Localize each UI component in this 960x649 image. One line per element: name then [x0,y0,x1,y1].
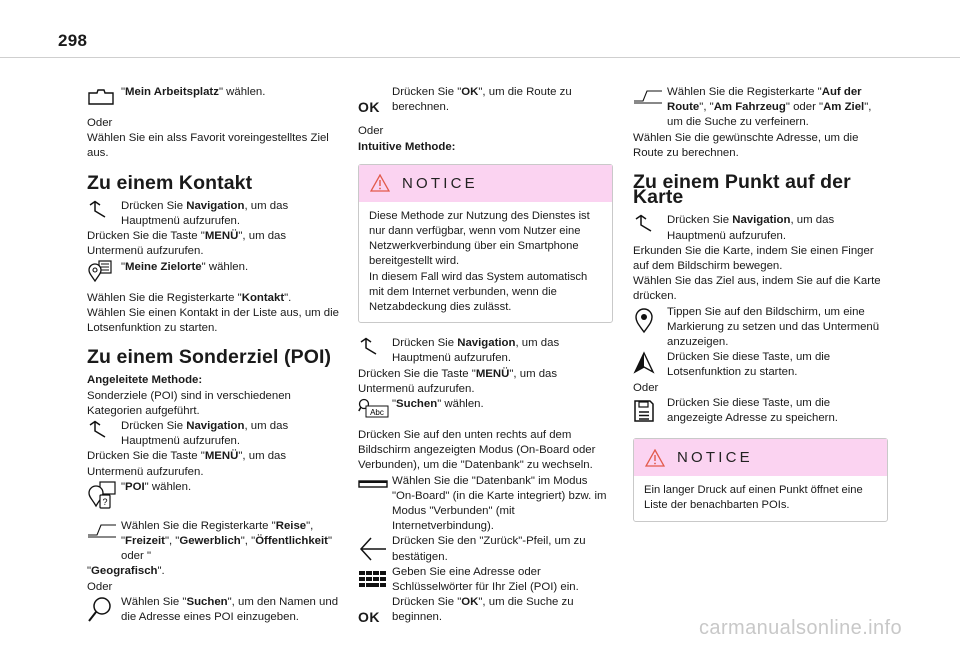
navigation-icon [87,419,121,441]
p5-b3: Gewerblich [179,535,241,548]
notice-title: NOTICE [402,174,478,192]
n1-bold: Navigation [457,337,516,350]
p5-m2: ", " [164,535,180,548]
n2-post: ", um das Untermenü aufzurufen. [358,367,558,395]
instruction-search [87,595,342,625]
ok1-bold: OK [461,86,479,98]
m1-post: , um das Hauptmenü aufzurufen. [667,214,835,242]
navigation-icon [633,213,667,235]
back-confirm-text: Drücken Sie den "Zurück"-Pfeil, um zu bestätigen. [392,535,586,563]
instruction-guidance [633,350,888,380]
p5-post: ". [157,565,165,578]
notice-header [359,165,612,202]
ok-label: OK [358,98,380,115]
navigation-icon [358,336,392,358]
notice-title: NOTICE [677,449,753,467]
instruction-navigation-4 [633,213,888,243]
oder-text: Oder [633,381,659,394]
p5-m3: ", " [240,535,256,548]
n3-post: " wählen. [437,398,484,411]
database-bar-icon [358,474,392,496]
instruction-navigation-2 [87,419,342,449]
r1-b2: Am Fahrzeug [713,101,786,114]
n8-bold: OK [461,596,479,609]
poi-icon [87,480,121,510]
poi-categories-text: Sonderziele (POI) sind in verschiedenen Kategorien aufgeführt. [87,389,291,417]
p5-b1: Reise [275,519,307,532]
k2-post: ", um das Untermenü aufzurufen. [87,230,287,258]
instruction-my-destinations: "Meine Zielorte" wählen. [87,260,342,282]
instruction-poi: ? "POI" wählen. [87,480,342,510]
ok-label: OK [358,609,380,626]
instruction-route-tabs [633,85,888,131]
ok-icon [358,85,392,115]
oder-text: Oder [358,125,384,138]
p6-bold: Suchen [186,595,228,608]
workplace-icon [87,85,121,107]
destinations-icon [87,260,121,282]
p6-post: ", um den Namen und die Adresse eines POI einzugeben. [121,595,339,624]
heading-poi: Zu einem Sonderziel (POI) [87,346,332,369]
p6-pre: Wählen Sie " [121,595,187,608]
p2-pre: Drücken Sie [121,420,187,433]
notice-box [358,164,613,323]
p3-pre: Drücken Sie die Taste " [87,450,205,463]
k1-pre: Drücken Sie [121,199,187,212]
contact-select-text: Wählen Sie einen Kontakt in der Liste aus, um die Lotsenfunktion zu starten. [87,306,340,335]
heading-kontakt: Zu einem Kontakt [87,171,253,194]
r1-b3: Am Ziel [823,101,865,114]
svg-text:?: ? [102,496,108,507]
instruction-marker [633,305,888,351]
database-select-text: Wählen Sie die "Datenbank" im Modus "On-Board" (in die Karte integriert) bzw. im Modus "Verbunden" (mit Internetverbindung). [392,474,607,533]
n8-post: ", um die Suche zu beginnen. [392,596,574,624]
column-2 [358,85,613,626]
marker-text: Tippen Sie auf den Bildschirm, um eine Markierung zu setzen und das Untermenü anzuzeigen. [667,305,880,349]
search-icon [87,595,121,625]
instruction-tabs [87,519,342,565]
instruction-navigation-3 [358,336,613,366]
ok1-post: ", um die Route zu berechnen. [392,86,572,114]
guidance-text: Drücken Sie diese Taste, um die Lotsenfunktion zu starten. [667,351,831,379]
svg-text:Abc: Abc [370,408,384,418]
header-divider [0,57,960,58]
select-destination-text: Wählen Sie das Ziel aus, indem Sie auf die Karte drücken. [633,275,881,303]
instruction-save [633,396,888,426]
instruction-ok-search [358,595,613,625]
instruction-work: "Mein Arbeitsplatz" wählen. [87,85,342,107]
p4-post: " wählen. [144,480,192,493]
guided-method-label: Angeleitete Methode: [87,374,203,387]
notice-box [633,438,888,521]
notice-header [634,439,887,476]
n2-pre: Drücken Sie die Taste " [358,367,476,380]
oder-text: Oder [87,117,113,129]
p4-bold: POI [125,480,145,493]
save-icon [633,396,667,426]
p5-m4: " oder " [121,535,333,563]
back-arrow-icon [358,534,392,564]
p2-post: , um das Hauptmenü aufzurufen. [121,420,289,448]
k4-post: ". [284,291,292,304]
intuitive-method-label: Intuitive Methode: [358,140,456,153]
n8-pre: Drücken Sie " [392,596,462,609]
p3-bold: MENÜ [204,450,239,463]
watermark: carmanualsonline.info [699,617,902,639]
tab-icon [87,519,121,541]
p5-m1: ", " [121,519,314,548]
r1-m2: " oder " [785,101,824,114]
map-marker-icon [633,305,667,335]
guidance-start-icon [633,350,667,376]
database-switch-text: Drücken Sie auf den unten rechts auf dem Bildschirm angezeigten Modus (On-Board oder Verbunden), um die "Datenbank" zu wechseln. [358,429,596,472]
tab-icon [633,85,667,107]
instruction-ok-route [358,85,613,115]
save-text: Drücken Sie diese Taste, um die angezeigte Adresse zu speichern. [667,396,838,425]
instruction-database [358,474,613,535]
oder-text-2: Oder [87,580,113,593]
instruction-back [358,534,613,564]
ok1-pre: Drücken Sie " [392,86,462,98]
choose-address-text: Wählen Sie die gewünschte Adresse, um die Route zu berechnen. [633,131,859,159]
r1-m1: ", " [699,101,714,114]
page-number: 298 [58,31,88,50]
p2-bold: Navigation [186,420,245,433]
explore-map-text: Erkunden Sie die Karte, indem Sie einen Finger auf dem Bildschirm bewegen. [633,244,874,273]
k3-post: " wählen. [201,260,249,273]
instruction-search-abc: Abc "Suchen" wählen. [358,397,613,419]
column-1: "Mein Arbeitsplatz" wählen. Oder Wählen Sie ein alss Favorit voreingestelltes Ziel aus. Zu einem Kontakt Drücken Sie Navigation, um das Hauptmenü aufzurufen. Drücken Sie die Taste "MENÜ", um das Untermenü aufzurufen. "Meine Zielorte" wählen. Wählen Sie die Registerkarte "Kontakt". Wählen Sie einen Kontakt in der Liste aus, um die Lotsenfunktion zu starten. Zu einem Sonderziel (POI) Angeleitete Methode: Sonderziele (POI) sind in verschiedenen Kategorien aufgeführt. Drücken Sie Navigation, um das Hauptmenü aufzurufen. Drücken Sie die Taste "MENÜ", um das Untermenü aufzurufen. ? "POI" wählen. Wählen Sie die Registerkarte "Reise", "Freizeit", "Gewerblich", "Öffentlichkeit" oder " "Geografisch". Oder Wählen Sie "Suchen", um den Namen und die Adresse eines POI einzugeben. [87,85,342,625]
ok-icon [358,595,392,625]
p5-b2: Freizeit [125,535,165,548]
k2-bold: MENÜ [204,230,239,243]
n1-post: , um das Hauptmenü aufzurufen. [392,337,560,365]
notice-body: Diese Methode zur Nutzung des Dienstes ist nur dann verfügbar, wenn vom Nutzer eine Netzwerkverbindung über ein Smartphone bereitgestellt wird. In diesem Fall wird das System automatisch mit dem Internet verbunden, wenn die Netzabdeckung dies zulässt. [369,209,590,314]
r1-post: ", um die Suche zu verfeinern. [667,101,872,129]
column-3 [633,85,888,530]
n1-pre: Drücken Sie [392,337,458,350]
n2-bold: MENÜ [475,367,510,380]
k1-bold: Navigation [186,199,245,212]
warning-icon [645,449,665,467]
search-text-icon [358,397,392,419]
instruction-keyboard [358,565,613,595]
favorite-text: Wählen Sie ein alss Favorit voreingestelltes Ziel aus. [87,132,329,160]
p5-b5: Geografisch [91,565,158,578]
k1-post: , um das Hauptmenü aufzurufen. [121,199,289,228]
warning-icon [370,174,390,192]
n3-bold: Suchen [396,398,438,411]
r1-b1: Auf der Route [667,86,862,114]
enter-address-text: Geben Sie eine Adresse oder Schlüsselwörter für Ihr Ziel (POI) ein. [392,565,579,594]
navigation-icon [87,199,121,221]
notice-body: Ein langer Druck auf einen Punkt öffnet eine Liste der benachbarten POIs. [644,484,863,512]
k3-bold: Meine Zielorte [125,260,202,273]
p5-pre: Wählen Sie die Registerkarte " [121,519,276,532]
m1-pre: Drücken Sie [667,214,733,227]
k2-pre: Drücken Sie die Taste " [87,230,205,243]
keyboard-icon [358,565,392,595]
r1-pre: Wählen Sie die Registerkarte " [667,86,822,98]
m1-bold: Navigation [732,214,791,227]
p3-post: ", um das Untermenü aufzurufen. [87,450,287,478]
k4-pre: Wählen Sie die Registerkarte " [87,291,242,304]
k4-bold: Kontakt [241,291,285,304]
instruction-navigation [87,199,342,229]
p5-b4: Öffentlichkeit [255,535,328,548]
bold-work: Mein Arbeitsplatz [125,86,219,98]
heading-map-point: Zu einem Punkt auf der Karte [633,171,851,209]
